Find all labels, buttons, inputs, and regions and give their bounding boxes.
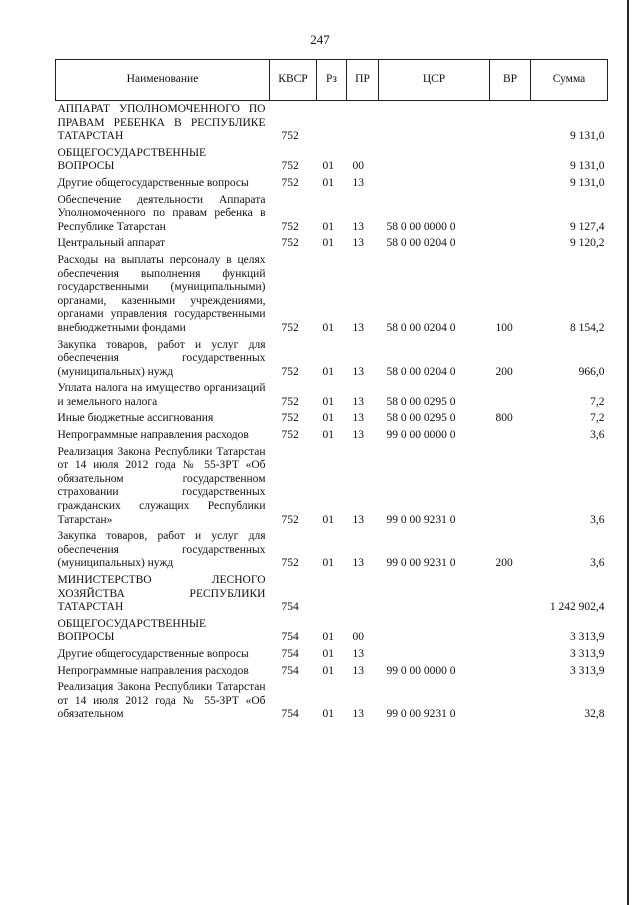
cell-rz: 01	[322, 631, 334, 644]
cell-kvsr: 754	[281, 647, 299, 660]
table-row	[56, 410, 608, 427]
cell-name: ОБЩЕГОСУДАРСТВЕННЫЕ ВОПРОСЫ	[57, 146, 207, 173]
cell-pr: 13	[352, 557, 364, 570]
header-rz: Рз	[317, 60, 347, 101]
cell-vr	[490, 663, 531, 680]
cell-sum: 3 313,9	[570, 647, 605, 660]
cell-vr	[490, 427, 531, 444]
cell-vr	[490, 192, 531, 236]
table-body	[56, 101, 608, 723]
cell-kvsr: 752	[281, 130, 299, 143]
scan-edge-line	[627, 0, 629, 905]
cell-rz: 01	[322, 365, 334, 378]
cell-csr	[379, 646, 490, 663]
cell-pr: 13	[352, 429, 364, 442]
table-row	[56, 646, 608, 663]
table-row	[56, 101, 608, 145]
cell-pr	[347, 572, 379, 616]
cell-csr	[379, 101, 490, 145]
cell-pr: 13	[352, 321, 364, 334]
cell-name: Закупка товаров, работ и услуг для обеспечения государственных (муниципальных) нужд	[57, 530, 266, 570]
cell-rz: 01	[322, 412, 334, 425]
cell-kvsr: 752	[281, 160, 299, 173]
table-row	[56, 663, 608, 680]
cell-csr	[379, 145, 490, 175]
cell-kvsr: 752	[281, 321, 299, 334]
cell-name: Центральный аппарат	[57, 237, 166, 250]
cell-name: ОБЩЕГОСУДАРСТВЕННЫЕ ВОПРОСЫ	[57, 617, 207, 644]
cell-name: Другие общегосударственные вопросы	[57, 647, 249, 660]
cell-csr	[379, 175, 490, 192]
cell-rz	[317, 572, 347, 616]
cell-rz: 01	[322, 708, 334, 721]
cell-csr: 58 0 00 0204 0	[386, 365, 456, 378]
cell-vr	[490, 145, 531, 175]
cell-name: Реализация Закона Республики Татарстан от 14 июля 2012 года № 55-ЗРТ «Об обязательном	[57, 681, 266, 721]
cell-kvsr: 752	[281, 513, 299, 526]
cell-pr	[347, 101, 379, 145]
cell-rz: 01	[322, 664, 334, 677]
cell-rz: 01	[322, 429, 334, 442]
table-row	[56, 175, 608, 192]
cell-rz: 01	[322, 321, 334, 334]
page-number: 247	[310, 32, 330, 47]
cell-pr: 13	[352, 708, 364, 721]
cell-sum: 3,6	[590, 429, 605, 442]
cell-name: МИНИСТЕРСТВО ЛЕСНОГО ХОЗЯЙСТВА РЕСПУБЛИКИ ТАТАРСТАН	[57, 574, 266, 614]
cell-kvsr: 752	[281, 429, 299, 442]
cell-name: Другие общегосударственные вопросы	[57, 176, 249, 189]
cell-kvsr: 752	[281, 237, 299, 250]
cell-pr: 00	[352, 160, 364, 173]
cell-kvsr: 752	[281, 220, 299, 233]
cell-vr: 800	[495, 412, 513, 425]
cell-rz	[317, 101, 347, 145]
table-row	[56, 572, 608, 616]
cell-vr	[490, 380, 531, 410]
cell-sum: 3 313,9	[570, 664, 605, 677]
cell-sum: 9 131,0	[570, 130, 605, 143]
header-name: Наименование	[56, 60, 270, 101]
cell-kvsr: 752	[281, 365, 299, 378]
cell-sum: 9 120,2	[570, 237, 605, 250]
cell-name: Иные бюджетные ассигнования	[57, 412, 214, 425]
cell-csr: 99 0 00 9231 0	[386, 513, 456, 526]
table-row	[56, 380, 608, 410]
cell-kvsr: 754	[281, 664, 299, 677]
cell-csr	[379, 616, 490, 646]
header-pr: ПР	[347, 60, 379, 101]
cell-name: Расходы на выплаты персоналу в целях обеспечения выполнения функций государственными (муниципальными) органами, казенными учреждениями, органами управления государственными внебюджетными фондами	[57, 253, 266, 334]
cell-vr	[490, 444, 531, 529]
cell-name: Закупка товаров, работ и услуг для обеспечения государственных (муниципальных) нужд	[57, 338, 266, 378]
cell-rz: 01	[322, 395, 334, 408]
cell-pr: 13	[352, 412, 364, 425]
cell-pr: 00	[352, 631, 364, 644]
cell-sum: 966,0	[578, 365, 605, 378]
cell-sum: 8 154,2	[570, 321, 605, 334]
cell-pr: 13	[352, 395, 364, 408]
cell-csr: 58 0 00 0000 0	[386, 220, 456, 233]
cell-kvsr: 754	[281, 631, 299, 644]
cell-pr: 13	[352, 220, 364, 233]
cell-rz: 01	[322, 557, 334, 570]
cell-kvsr: 754	[281, 601, 299, 614]
cell-sum: 9 127,4	[570, 220, 605, 233]
cell-pr: 13	[352, 237, 364, 250]
table-row	[56, 192, 608, 236]
cell-sum: 3,6	[590, 513, 605, 526]
cell-vr	[490, 572, 531, 616]
table-header-row	[56, 60, 608, 101]
cell-vr	[490, 679, 531, 723]
cell-csr: 58 0 00 0204 0	[386, 237, 456, 250]
cell-sum: 3,6	[590, 557, 605, 570]
cell-csr: 58 0 00 0295 0	[386, 395, 456, 408]
table-row	[56, 679, 608, 723]
cell-csr: 99 0 00 0000 0	[386, 429, 456, 442]
header-csr: ЦСР	[379, 60, 490, 101]
cell-pr: 13	[352, 365, 364, 378]
cell-pr: 13	[352, 176, 364, 189]
cell-sum: 1 242 902,4	[549, 601, 605, 614]
cell-sum: 9 131,0	[570, 160, 605, 173]
cell-csr: 99 0 00 9231 0	[386, 708, 456, 721]
cell-csr	[379, 572, 490, 616]
header-sum: Сумма	[531, 60, 608, 101]
table-row	[56, 235, 608, 252]
cell-sum: 9 131,0	[570, 176, 605, 189]
table-row	[56, 427, 608, 444]
cell-name: Обеспечение деятельности Аппарата Уполномоченного по правам ребенка в Республике Татарстан	[57, 193, 266, 233]
table-row	[56, 337, 608, 381]
cell-pr: 13	[352, 513, 364, 526]
cell-csr: 99 0 00 0000 0	[386, 664, 456, 677]
cell-vr: 100	[495, 321, 513, 334]
cell-vr: 200	[495, 365, 513, 378]
cell-vr: 200	[495, 557, 513, 570]
cell-rz: 01	[322, 513, 334, 526]
cell-vr	[490, 235, 531, 252]
table-row	[56, 252, 608, 337]
cell-pr: 13	[352, 647, 364, 660]
cell-vr	[490, 616, 531, 646]
cell-name: Уплата налога на имущество организаций и земельного налога	[57, 382, 266, 408]
budget-table	[55, 59, 608, 723]
cell-csr: 58 0 00 0295 0	[386, 412, 456, 425]
cell-kvsr: 752	[281, 412, 299, 425]
cell-sum: 7,2	[590, 395, 605, 408]
header-vr: ВР	[490, 60, 531, 101]
cell-name: АППАРАТ УПОЛНОМОЧЕННОГО ПО ПРАВАМ РЕБЕНКА В РЕСПУБЛИКЕ ТАТАРСТАН	[57, 103, 266, 143]
cell-vr	[490, 175, 531, 192]
cell-csr: 58 0 00 0204 0	[386, 321, 456, 334]
cell-rz: 01	[322, 176, 334, 189]
cell-kvsr: 752	[281, 395, 299, 408]
cell-name: Непрограммные направления расходов	[57, 664, 249, 677]
table-row	[56, 616, 608, 646]
cell-pr: 13	[352, 664, 364, 677]
cell-kvsr: 752	[281, 176, 299, 189]
cell-rz: 01	[322, 160, 334, 173]
cell-rz: 01	[322, 220, 334, 233]
table-row	[56, 444, 608, 529]
cell-csr: 99 0 00 9231 0	[386, 557, 456, 570]
header-kvsr: КВСР	[270, 60, 317, 101]
cell-name: Реализация Закона Республики Татарстан от 14 июля 2012 года № 55-ЗРТ «Об обязательном государственном страховании государственных гражданских служащих Республики Татарстан»	[57, 445, 266, 526]
cell-rz: 01	[322, 647, 334, 660]
table-row	[56, 145, 608, 175]
cell-sum: 32,8	[584, 708, 605, 721]
table-row	[56, 528, 608, 572]
cell-vr	[490, 101, 531, 145]
cell-sum: 7,2	[590, 412, 605, 425]
cell-kvsr: 754	[281, 708, 299, 721]
cell-sum: 3 313,9	[570, 631, 605, 644]
cell-vr	[490, 646, 531, 663]
cell-name: Непрограммные направления расходов	[57, 429, 249, 442]
cell-kvsr: 752	[281, 557, 299, 570]
cell-rz: 01	[322, 237, 334, 250]
